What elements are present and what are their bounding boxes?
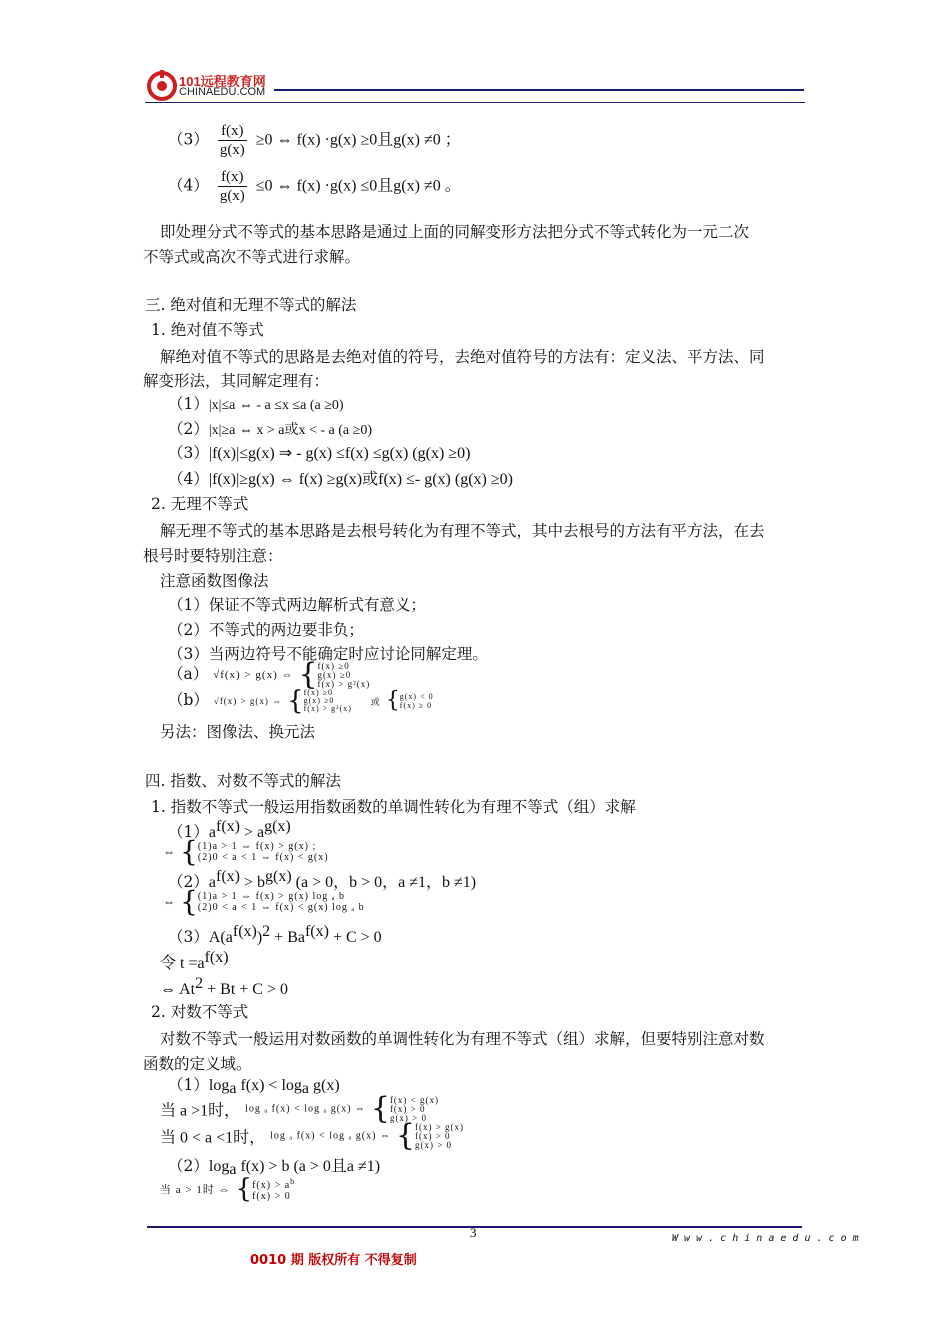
formula: 当 a > 1时 ⇔ bbox=[160, 1184, 231, 1196]
fraction-line-3 bbox=[168, 122, 461, 159]
paragraph: 即处理分式不等式的基本思路是通过上面的同解变形方法把分式不等式转化为一元二次 bbox=[160, 223, 750, 241]
formula-line bbox=[168, 441, 470, 463]
item-label: （3） bbox=[168, 130, 209, 149]
item-label: （4） bbox=[168, 470, 209, 488]
paragraph: 解无理不等式的基本思路是去根号转化为有理不等式，其中去根号的方法有平方法，在去 bbox=[160, 522, 765, 540]
condition: f(x) > g²(x) bbox=[303, 704, 352, 713]
or-text: 或 bbox=[370, 696, 381, 707]
item-label: （4） bbox=[168, 176, 209, 195]
brace: { bbox=[180, 835, 198, 868]
item-label: （3） bbox=[168, 444, 209, 462]
formula: 令 t =a bbox=[160, 955, 205, 972]
formula: 当 a >1时， bbox=[160, 1102, 241, 1120]
condition: f(x) > g²(x) bbox=[317, 678, 371, 689]
condition: g(x) > 0 bbox=[414, 1139, 453, 1150]
condition: g(x) < 0 bbox=[399, 692, 434, 701]
substitution-line bbox=[160, 949, 229, 973]
formula-line bbox=[168, 392, 344, 414]
exponent: f(x) bbox=[215, 818, 240, 835]
fraction bbox=[218, 168, 247, 205]
brace: { bbox=[298, 657, 318, 692]
condition: f(x) ≥0 bbox=[303, 688, 334, 697]
condition: (2)0 < a < 1 ⇔ f(x) < g(x) log ₐ b bbox=[197, 902, 365, 913]
item-label: （2） bbox=[168, 420, 209, 438]
condition: (1)a > 1 ⇔ f(x) > g(x) log ₐ b bbox=[197, 891, 345, 902]
condition: f(x) < g(x) bbox=[389, 1094, 439, 1105]
formula: ≤0 ⇔ f(x) ·g(x) ≤0且g(x) ≠0 。 bbox=[255, 177, 461, 195]
paragraph: 不等式或高次不等式进行求解。 bbox=[143, 248, 361, 266]
subsection-heading: 2. 对数不等式 bbox=[151, 1003, 249, 1021]
footer-site: W w w . c h i n a e d u . c o m bbox=[672, 1233, 859, 1244]
exponent: f(x) bbox=[304, 923, 329, 940]
formula: 当 0 < a <1时， bbox=[160, 1129, 266, 1147]
condition: f(x) > g(x) bbox=[414, 1121, 465, 1132]
formula: A(a bbox=[208, 929, 233, 946]
item-label: （b） bbox=[168, 691, 209, 709]
copyright-notice: 0010 期 版权所有 不得复制 bbox=[250, 1253, 417, 1268]
section-heading: 三. 绝对值和无理不等式的解法 bbox=[145, 296, 357, 314]
formula-line bbox=[168, 417, 372, 439]
exponent: b bbox=[290, 1177, 296, 1186]
item-label: （1） bbox=[168, 823, 209, 841]
fraction bbox=[218, 122, 247, 159]
formula: ⇔ At bbox=[160, 981, 196, 998]
exponent: f(x) bbox=[232, 923, 257, 940]
fraction-line-4 bbox=[168, 168, 461, 205]
condition-system bbox=[252, 1176, 295, 1202]
condition: f(x) > 0 bbox=[389, 1103, 426, 1114]
formula: a bbox=[208, 874, 216, 891]
list-item: （2）不等式的两边要非负； bbox=[168, 621, 364, 639]
logo-icon bbox=[147, 70, 177, 102]
formula: |f(x)|≤g(x) ⇒ - g(x) ≤f(x) ≤g(x) (g(x) ≥0) bbox=[208, 445, 471, 462]
formula: log ₐ f(x) < log ₐ g(x) ⇔ bbox=[245, 1103, 366, 1115]
formula: + Ba bbox=[270, 929, 305, 946]
header-rule-thin bbox=[145, 102, 805, 103]
list-item: （3）当两边符号不能确定时应讨论同解定理。 bbox=[168, 645, 488, 663]
numerator: f(x) bbox=[218, 122, 247, 141]
item-label: （3） bbox=[168, 928, 209, 946]
exponent: g(x) bbox=[264, 818, 291, 835]
condition: f(x) ≥ 0 bbox=[399, 701, 433, 710]
page-number: 3 bbox=[470, 1225, 477, 1240]
condition-system bbox=[198, 841, 329, 863]
exponent: f(x) bbox=[204, 949, 229, 966]
iff-symbol: ⇔ bbox=[163, 844, 175, 859]
condition: f(x) ≥0 bbox=[317, 660, 350, 671]
base: a bbox=[229, 1161, 237, 1178]
brace: { bbox=[385, 688, 400, 713]
exponent: f(x) bbox=[215, 868, 240, 885]
numerator: f(x) bbox=[218, 168, 247, 187]
formula-line bbox=[168, 466, 513, 489]
formula: log ₐ f(x) < log ₐ g(x) ⇔ bbox=[270, 1130, 391, 1142]
formula: g(x) bbox=[309, 1077, 340, 1094]
item-label: （1） bbox=[168, 395, 209, 413]
formula: > b bbox=[239, 874, 265, 891]
exponent: g(x) bbox=[265, 868, 292, 885]
exp-cases-1 bbox=[163, 837, 329, 867]
brace: { bbox=[235, 1174, 253, 1204]
log-case-2 bbox=[160, 1118, 465, 1153]
brace: { bbox=[370, 1091, 390, 1126]
brace: { bbox=[180, 885, 198, 918]
exponent: 2 bbox=[262, 923, 271, 940]
condition-system bbox=[400, 692, 434, 710]
condition: (2)0 < a < 1 ⇔ f(x) < g(x) bbox=[197, 852, 329, 863]
formula: |x|≤a ⇔ - a ≤x ≤a (a ≥0) bbox=[208, 398, 344, 413]
condition: f(x) > 0 bbox=[414, 1130, 451, 1141]
condition: (1)a > 1 ⇔ f(x) > g(x) ; bbox=[197, 841, 317, 852]
formula: log bbox=[208, 1158, 230, 1175]
subsection-heading: 1. 绝对值不等式 bbox=[151, 321, 264, 339]
condition: g(x) ≥0 bbox=[303, 696, 335, 705]
equivalence-line bbox=[160, 975, 288, 999]
formula: √f(x) > g(x) ⇔ bbox=[213, 669, 294, 681]
condition: f(x) > 0 bbox=[252, 1191, 291, 1202]
formula: (a > 0，b > 0，a ≠1，b ≠1) bbox=[291, 874, 477, 891]
condition-system bbox=[415, 1123, 464, 1150]
paragraph: 解变形法，其同解定理有： bbox=[143, 372, 330, 390]
condition: g(x) ≥0 bbox=[317, 669, 352, 680]
item-label: （2） bbox=[168, 873, 209, 891]
formula: ≥0 ⇔ f(x) ·g(x) ≥0且g(x) ≠0 ； bbox=[255, 131, 461, 149]
logo-domain: CHINAEDU.COM bbox=[179, 86, 266, 98]
formula: a bbox=[208, 824, 216, 841]
condition-system bbox=[198, 891, 365, 913]
header-rule bbox=[274, 89, 804, 91]
item-label: （1） bbox=[168, 1076, 209, 1094]
section-heading: 四. 指数、对数不等式的解法 bbox=[145, 772, 341, 790]
paragraph: 解绝对值不等式的思路是去绝对值的符号，去绝对值符号的方法有：定义法、平方法、同 bbox=[160, 348, 765, 366]
denominator: g(x) bbox=[219, 142, 245, 158]
log-case-3 bbox=[160, 1174, 295, 1204]
item-label: （2） bbox=[168, 1157, 209, 1175]
condition-system bbox=[318, 662, 371, 689]
base: a bbox=[301, 1080, 309, 1097]
denominator: g(x) bbox=[219, 188, 245, 204]
condition-system bbox=[304, 689, 352, 713]
brace: { bbox=[287, 686, 304, 716]
formula: > a bbox=[239, 824, 265, 841]
brace: { bbox=[395, 1118, 415, 1153]
base: a bbox=[229, 1080, 237, 1097]
formula: √f(x) > g(x) ⇔ bbox=[213, 696, 283, 706]
formula: f(x) < log bbox=[236, 1077, 302, 1094]
formula: f(x) > b (a > 0且a ≠1) bbox=[236, 1158, 381, 1175]
radical-case-b bbox=[168, 686, 434, 716]
condition: f(x) > a bbox=[252, 1180, 291, 1191]
formula: + C > 0 bbox=[328, 929, 382, 946]
paragraph: 函数的定义域。 bbox=[143, 1055, 252, 1073]
subsection-heading: 2. 无理不等式 bbox=[151, 495, 249, 513]
formula: ) bbox=[256, 929, 263, 946]
formula: log bbox=[208, 1077, 230, 1094]
formula: |f(x)|≥g(x) ⇔ f(x) ≥g(x)或f(x) ≤- g(x) (g(x) ≥0) bbox=[208, 471, 513, 488]
paragraph: 根号时要特别注意： bbox=[143, 547, 283, 565]
paragraph: 另法：图像法、换元法 bbox=[160, 723, 316, 741]
formula: |x|≥a ⇔ x > a或x < - a (a ≥0) bbox=[208, 423, 372, 438]
condition: g(x) > 0 bbox=[389, 1112, 428, 1123]
exp-line-3 bbox=[168, 923, 382, 947]
formula: + Bt + C > 0 bbox=[203, 981, 288, 998]
subsection-heading: 1. 指数不等式一般运用指数函数的单调性转化为有理不等式（组）求解 bbox=[151, 798, 636, 816]
logo-text: 101远程教育网 bbox=[179, 74, 266, 89]
exp-cases-2 bbox=[163, 887, 365, 917]
exponent: 2 bbox=[195, 975, 204, 992]
list-item: （1）保证不等式两边解析式有意义； bbox=[168, 596, 426, 614]
paragraph: 对数不等式一般运用对数函数的单调性转化为有理不等式（组）求解，但要特别注意对数 bbox=[160, 1030, 765, 1048]
paragraph: 注意函数图像法 bbox=[160, 572, 269, 590]
iff-symbol: ⇔ bbox=[163, 894, 175, 909]
item-label: （a） bbox=[168, 665, 209, 683]
